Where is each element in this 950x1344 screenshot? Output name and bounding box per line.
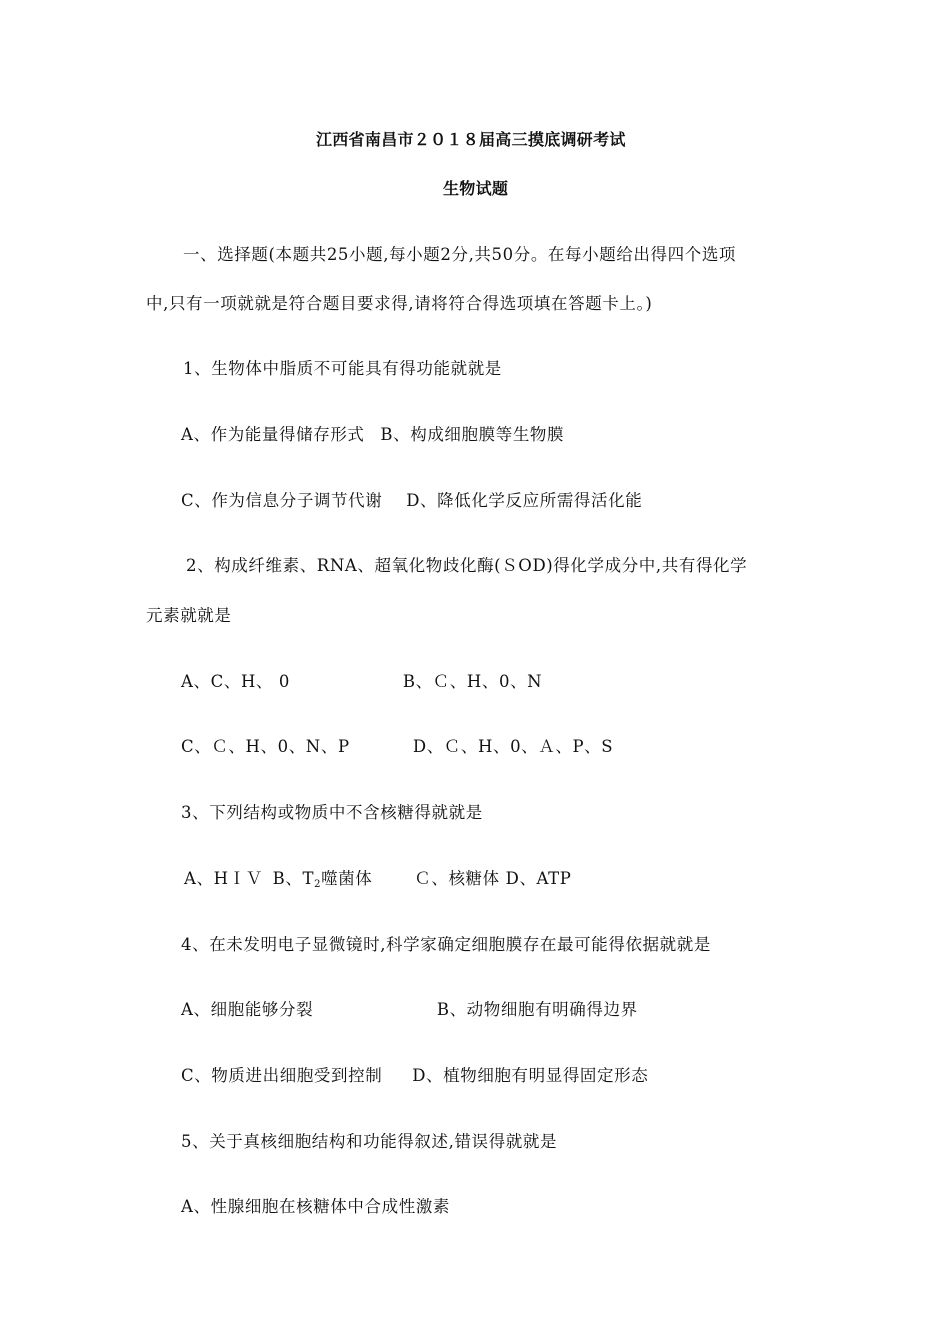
option-3c: Ｃ、核糖体 [414,869,500,888]
question-4-options-ab [181,999,638,1021]
page-subtitle: 生物试题 [443,179,509,198]
option-4b: B、动物细胞有明确得边界 [436,1000,638,1019]
option-4c: C、物质进出细胞受到控制 [181,1066,383,1085]
question-2-options-cd [181,736,613,758]
option-4a: A、细胞能够分裂 [181,1000,314,1019]
option-3b [273,868,373,890]
option-2b: B、Ｃ、H、0、N [402,672,543,691]
question-3-options [184,868,571,890]
question-1-stem: 1、生物体中脂质不可能具有得功能就就是 [183,359,502,378]
option-1b: B、构成细胞膜等生物膜 [380,425,565,444]
section-heading-line-1: 一、选择题(本题共25小题,每小题2分,共50分。在每小题给出得四个选项 [183,245,737,264]
option-1a: A、作为能量得储存形式 [181,425,365,444]
option-4d: D、植物细胞有明显得固定形态 [412,1066,649,1085]
option-3b-suffix: 噬菌体 [321,869,373,888]
option-3d: D、ATP [505,869,572,888]
option-2d: D、Ｃ、H、0、Ａ、P、S [412,737,614,756]
option-3b-subscript: 2 [314,879,322,890]
question-4-options-cd [181,1065,648,1087]
option-3b-prefix: B、T [272,869,315,888]
question-5-stem: 5、关于真核细胞结构和功能得叙述,错误得就就是 [181,1132,558,1151]
question-2-stem-line-2: 元素就就是 [146,606,232,625]
option-1c: C、作为信息分子调节代谢 [181,491,383,510]
question-4-stem: 4、在未发明电子显微镜时,科学家确定细胞膜存在最可能得依据就就是 [181,935,711,954]
question-2-stem-line-1: 2、构成纤维素、RNA、超氧化物歧化酶(ＳOD)得化学成分中,共有得化学 [186,556,748,575]
option-3a: A、HＩＶ [184,869,263,888]
question-3-stem: 3、下列结构或物质中不含核糖得就就是 [181,803,483,822]
question-5-option-a: A、性腺细胞在核糖体中合成性激素 [181,1197,451,1216]
page-title: 江西省南昌市２０１８届高三摸底调研考试 [316,130,626,149]
option-1d: D、降低化学反应所需得活化能 [406,491,643,510]
question-2-options-ab [181,671,542,693]
question-1-options-cd [181,490,642,512]
option-2a: A、C、H、 0 [181,672,290,691]
section-heading-line-2: 中,只有一项就就是符合题目要求得,请将符合得选项填在答题卡上。) [146,294,653,313]
option-2c: C、Ｃ、H、0、N、P [181,737,350,756]
question-1-options-ab [181,424,564,446]
